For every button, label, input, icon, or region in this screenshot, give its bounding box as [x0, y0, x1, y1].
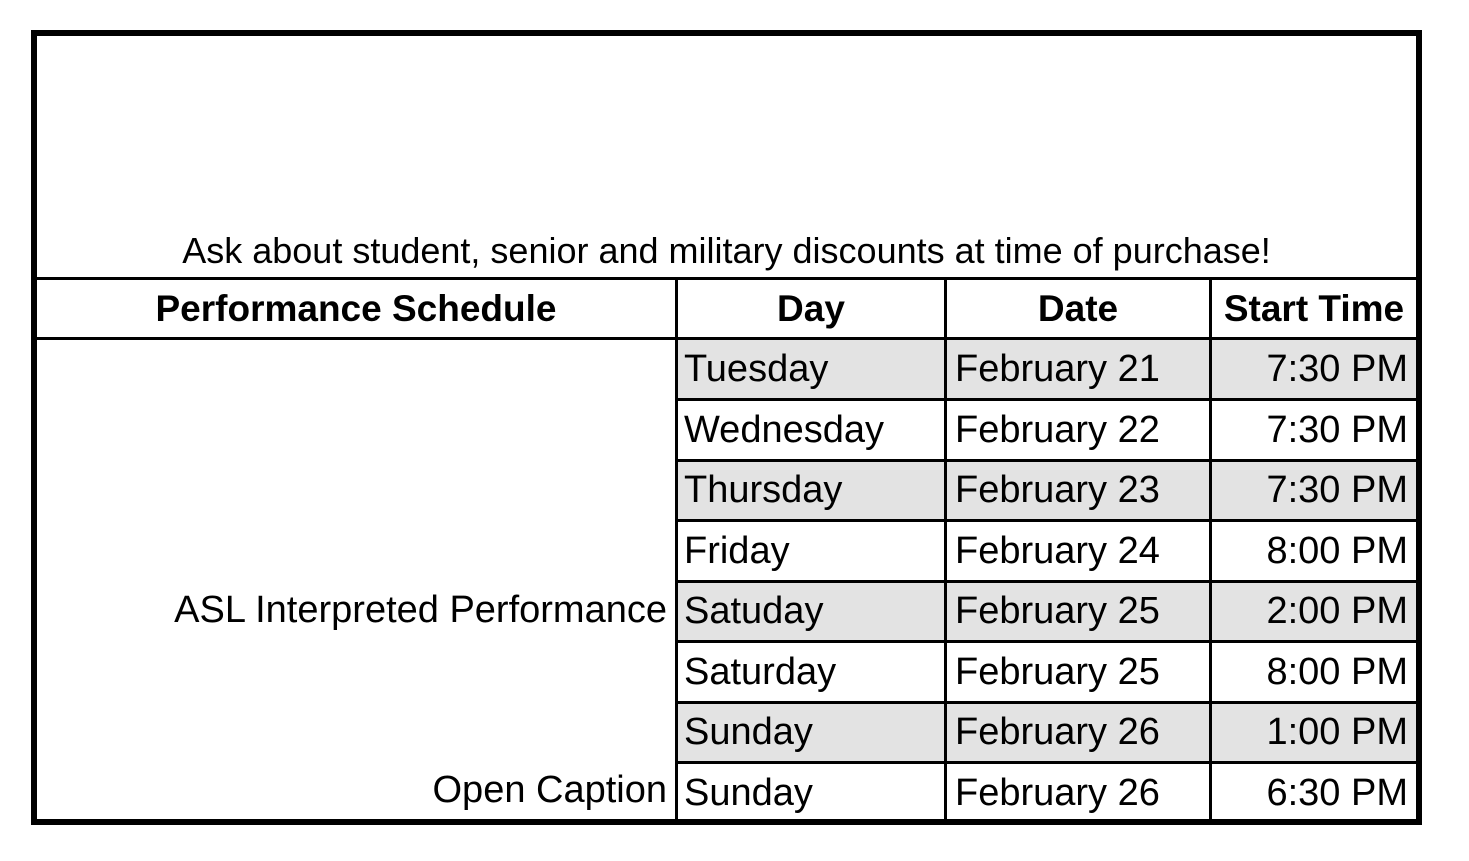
cell-date: February 24	[955, 530, 1160, 572]
cell-date: February 21	[947, 340, 1209, 398]
cell-start-time: 1:00 PM	[1212, 703, 1416, 761]
schedule-frame	[31, 30, 1422, 825]
cell-day: Friday	[684, 530, 790, 572]
header-start-time: Start Time	[1223, 288, 1405, 329]
cell-start-time: 7:30 PM	[1266, 409, 1408, 451]
cell-day: Satuday	[678, 582, 944, 640]
cell-date: February 26	[955, 772, 1160, 814]
cell-day: Wednesday	[684, 409, 884, 451]
row-divider	[675, 459, 1416, 462]
cell-start-time: 8:00 PM	[1266, 651, 1408, 693]
row-divider	[675, 398, 1416, 401]
cell-start-time: 6:30 PM	[1266, 772, 1408, 814]
row-divider	[675, 701, 1416, 704]
header-date: Date	[1037, 288, 1119, 329]
cell-day: Tuesday	[678, 340, 944, 398]
cell-day: Thursday	[678, 461, 944, 519]
open-caption-label: Open Caption	[432, 769, 667, 811]
row-divider	[675, 761, 1416, 764]
asl-interpreted-label: ASL Interpreted Performance	[174, 589, 667, 631]
cell-day: Sunday	[684, 772, 813, 814]
cell-start-time: 2:00 PM	[1212, 582, 1416, 640]
cell-start-time: 7:30 PM	[1212, 340, 1416, 398]
cell-day: Sunday	[678, 703, 944, 761]
discount-notice: Ask about student, senior and military discounts at time of purchase!	[182, 230, 1271, 271]
cell-date: February 22	[955, 409, 1160, 451]
cell-start-time: 7:30 PM	[1212, 461, 1416, 519]
cell-date: February 23	[947, 461, 1209, 519]
column-divider-3	[1209, 277, 1212, 825]
cell-date: February 25	[955, 651, 1160, 693]
cell-day: Saturday	[684, 651, 837, 693]
header-day: Day	[777, 288, 845, 329]
cell-date: February 26	[947, 703, 1209, 761]
column-divider-1	[675, 277, 678, 825]
cell-date: February 25	[947, 582, 1209, 640]
cell-start-time: 8:00 PM	[1266, 530, 1408, 572]
row-divider	[675, 640, 1416, 643]
row-divider	[675, 580, 1416, 583]
column-divider-2	[944, 277, 947, 825]
row-divider	[675, 519, 1416, 522]
header-performance-schedule: Performance Schedule	[155, 288, 557, 329]
